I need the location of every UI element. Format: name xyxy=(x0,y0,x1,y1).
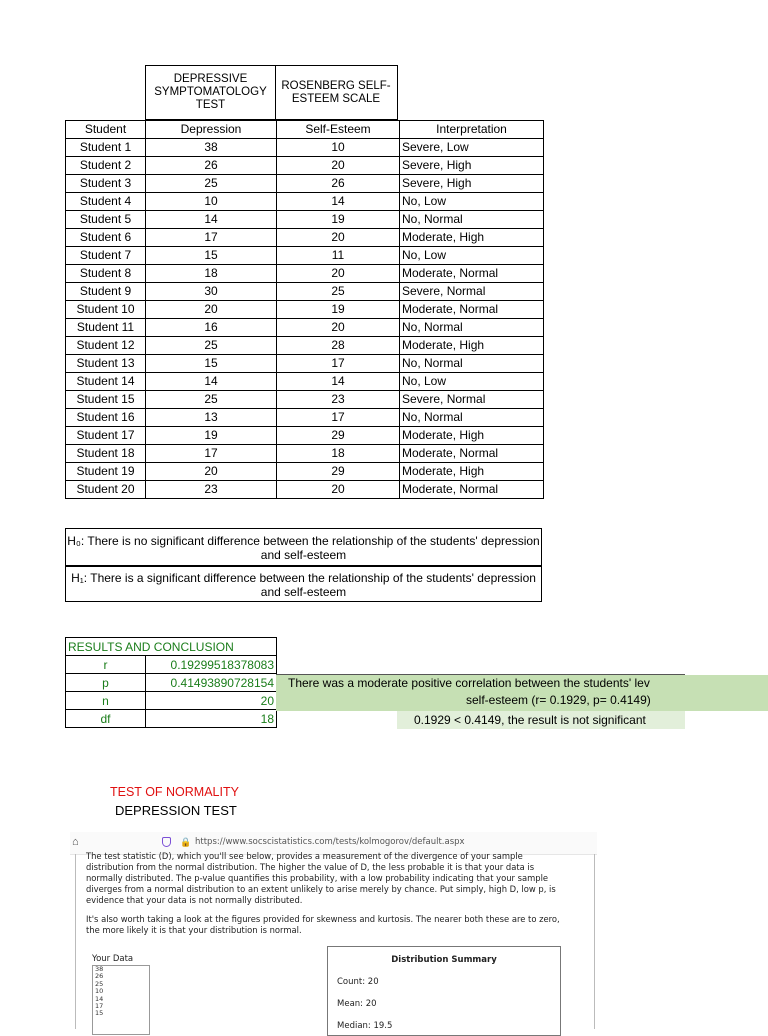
self-esteem-cell: 20 xyxy=(277,157,400,175)
table-row xyxy=(66,301,544,319)
interpretation-cell: Severe, High xyxy=(400,175,544,193)
interpretation-cell: Moderate, Normal xyxy=(400,265,544,283)
distribution-summary-title: Distribution Summary xyxy=(391,955,497,965)
student-scores-table xyxy=(65,120,544,499)
student-cell: Student 4 xyxy=(66,193,146,211)
your-data-value: 38 xyxy=(95,965,104,973)
student-cell: Student 8 xyxy=(66,265,146,283)
self-esteem-cell: 20 xyxy=(277,229,400,247)
skewness-paragraph: It's also worth taking a look at the figures provided for skewness and kurtosis. The nearer both these are to zero, the more likely it is that your distribution is normal. xyxy=(86,914,560,935)
table-row xyxy=(66,265,544,283)
interpretation-cell: No, Low xyxy=(400,373,544,391)
self-esteem-cell: 20 xyxy=(277,265,400,283)
interpretation-cell: No, Low xyxy=(400,193,544,211)
table-row xyxy=(66,319,544,337)
your-data-label: Your Data xyxy=(92,954,134,964)
student-cell: Student 3 xyxy=(66,175,146,193)
self-esteem-cell: 17 xyxy=(277,355,400,373)
self-esteem-cell: 14 xyxy=(277,373,400,391)
interpretation-cell: Severe, High xyxy=(400,157,544,175)
results-title-row xyxy=(66,638,277,656)
explanation-paragraph: distribution from the normal distribution. The higher the value of D, the less probable it is that your data is normally distributed. The p-value quantifies this probability, with a low probability indicating that your sample diverges from a normal distribution to an extent unlikely to arise merely by chance. Put simply, high D, low p, is evidence that your data is not normally distributed. xyxy=(86,862,556,905)
self-esteem-cell: 19 xyxy=(277,301,400,319)
conclusion-text xyxy=(276,675,768,711)
result-value: 0.41493890728154 xyxy=(146,674,277,692)
interpretation-cell: Severe, Normal xyxy=(400,283,544,301)
interpretation-cell: Severe, Low xyxy=(400,139,544,157)
conclusion-line-2: self-esteem (r= 0.1929, p= 0.4149) xyxy=(466,693,651,707)
student-cell: Student 11 xyxy=(66,319,146,337)
interpretation-cell: Moderate, High xyxy=(400,337,544,355)
student-cell: Student 6 xyxy=(66,229,146,247)
table-row xyxy=(66,193,544,211)
interpretation-cell: Severe, Normal xyxy=(400,391,544,409)
depression-cell: 15 xyxy=(146,355,277,373)
student-cell: Student 12 xyxy=(66,337,146,355)
table-row xyxy=(66,229,544,247)
self-esteem-cell: 20 xyxy=(277,319,400,337)
depression-cell: 19 xyxy=(146,427,277,445)
interpretation-cell: Moderate, High xyxy=(400,463,544,481)
interpretation-cell: Moderate, Normal xyxy=(400,481,544,499)
interpretation-cell: No, Low xyxy=(400,247,544,265)
results-row xyxy=(66,710,277,728)
shield-icon xyxy=(162,837,171,847)
depression-cell: 38 xyxy=(146,139,277,157)
results-table xyxy=(65,637,277,728)
table-row xyxy=(66,391,544,409)
your-data-value: 15 xyxy=(95,1009,104,1018)
depression-cell: 25 xyxy=(146,175,277,193)
table-header-row xyxy=(66,121,544,139)
results-row xyxy=(66,692,277,710)
result-label: r xyxy=(66,656,146,674)
column-header-depression: Depression xyxy=(146,121,277,139)
lock-icon: 🔒 xyxy=(180,837,192,847)
depression-cell: 20 xyxy=(146,301,277,319)
depression-cell: 25 xyxy=(146,391,277,409)
student-cell: Student 20 xyxy=(66,481,146,499)
self-esteem-cell: 26 xyxy=(277,175,400,193)
your-data-textarea[interactable] xyxy=(92,965,150,1035)
depression-cell: 20 xyxy=(146,463,277,481)
your-data-value: 25 xyxy=(95,979,104,988)
self-esteem-cell: 20 xyxy=(277,481,400,499)
result-value: 20 xyxy=(146,692,277,710)
self-esteem-scale-header: ROSENBERG SELF-ESTEEM SCALE xyxy=(275,65,398,120)
self-esteem-cell: 17 xyxy=(277,409,400,427)
interpretation-cell: Moderate, Normal xyxy=(400,445,544,463)
distribution-summary-box xyxy=(327,946,561,1036)
significance-text: 0.1929 < 0.4149, the result is not significant xyxy=(397,711,685,729)
table-row xyxy=(66,355,544,373)
table-row xyxy=(66,283,544,301)
result-value: 18 xyxy=(146,710,277,728)
depression-cell: 26 xyxy=(146,157,277,175)
student-cell: Student 17 xyxy=(66,427,146,445)
table-row xyxy=(66,409,544,427)
student-cell: Student 1 xyxy=(66,139,146,157)
column-header-student: Student xyxy=(66,121,146,139)
depression-cell: 30 xyxy=(146,283,277,301)
normality-title: TEST OF NORMALITY xyxy=(110,785,239,799)
result-label: df xyxy=(66,710,146,728)
self-esteem-cell: 10 xyxy=(277,139,400,157)
student-cell: Student 16 xyxy=(66,409,146,427)
table-row xyxy=(66,139,544,157)
url-text: https://www.socscistatistics.com/tests/kolmogorov/default.aspx xyxy=(195,837,465,847)
interpretation-cell: No, Normal xyxy=(400,319,544,337)
depression-cell: 14 xyxy=(146,211,277,229)
interpretation-cell: No, Normal xyxy=(400,355,544,373)
depression-cell: 23 xyxy=(146,481,277,499)
self-esteem-cell: 29 xyxy=(277,463,400,481)
your-data-value: 26 xyxy=(95,972,104,981)
self-esteem-cell: 23 xyxy=(277,391,400,409)
depression-cell: 16 xyxy=(146,319,277,337)
your-data-value: 10 xyxy=(95,987,104,996)
cut-off-line: The test statistic (D), which you'll see below, provides a measurement of the divergence of your sample xyxy=(86,851,523,861)
result-label: n xyxy=(66,692,146,710)
your-data-value: 17 xyxy=(95,1002,104,1011)
results-row xyxy=(66,674,277,692)
self-esteem-cell: 25 xyxy=(277,283,400,301)
normality-subtitle: DEPRESSION TEST xyxy=(115,803,237,818)
interpretation-cell: Moderate, High xyxy=(400,229,544,247)
embedded-screenshot xyxy=(70,832,597,1031)
interpretation-cell: Moderate, High xyxy=(400,427,544,445)
table-row xyxy=(66,445,544,463)
self-esteem-cell: 14 xyxy=(277,193,400,211)
table-row xyxy=(66,373,544,391)
student-cell: Student 5 xyxy=(66,211,146,229)
table-row xyxy=(66,337,544,355)
results-title: RESULTS AND CONCLUSION xyxy=(66,638,277,656)
self-esteem-cell: 11 xyxy=(277,247,400,265)
column-header-interpretation: Interpretation xyxy=(400,121,544,139)
student-cell: Student 7 xyxy=(66,247,146,265)
student-cell: Student 18 xyxy=(66,445,146,463)
depression-cell: 18 xyxy=(146,265,277,283)
table-row xyxy=(66,157,544,175)
depression-cell: 15 xyxy=(146,247,277,265)
alternative-hypothesis: H₁: There is a significant difference between the relationship of the students' depression and self-esteem xyxy=(65,566,542,602)
student-cell: Student 2 xyxy=(66,157,146,175)
depression-cell: 10 xyxy=(146,193,277,211)
self-esteem-cell: 19 xyxy=(277,211,400,229)
table-row xyxy=(66,481,544,499)
student-cell: Student 15 xyxy=(66,391,146,409)
result-value: 0.19299518378083 xyxy=(146,656,277,674)
depression-cell: 14 xyxy=(146,373,277,391)
results-row xyxy=(66,656,277,674)
self-esteem-cell: 28 xyxy=(277,337,400,355)
interpretation-cell: No, Normal xyxy=(400,211,544,229)
student-cell: Student 9 xyxy=(66,283,146,301)
depression-cell: 13 xyxy=(146,409,277,427)
your-data-value: 14 xyxy=(95,994,104,1003)
depression-cell: 17 xyxy=(146,229,277,247)
depression-cell: 25 xyxy=(146,337,277,355)
summary-median: Median: 19.5 xyxy=(337,1021,393,1031)
table-row xyxy=(66,463,544,481)
conclusion-line-1: There was a moderate positive correlation between the students' lev xyxy=(288,676,650,690)
student-cell: Student 13 xyxy=(66,355,146,373)
depression-cell: 17 xyxy=(146,445,277,463)
student-cell: Student 19 xyxy=(66,463,146,481)
table-row xyxy=(66,427,544,445)
home-icon: ⌂ xyxy=(72,836,79,848)
column-header-self-esteem: Self-Esteem xyxy=(277,121,400,139)
table-row xyxy=(66,211,544,229)
student-cell: Student 10 xyxy=(66,301,146,319)
result-label: p xyxy=(66,674,146,692)
null-hypothesis: H₀: There is no significant difference between the relationship of the students' depression and self-esteem xyxy=(65,528,542,566)
self-esteem-cell: 18 xyxy=(277,445,400,463)
self-esteem-cell: 29 xyxy=(277,427,400,445)
table-row xyxy=(66,175,544,193)
summary-count: Count: 20 xyxy=(337,977,379,987)
interpretation-cell: No, Normal xyxy=(400,409,544,427)
table-row xyxy=(66,247,544,265)
summary-mean: Mean: 20 xyxy=(337,999,377,1009)
student-cell: Student 14 xyxy=(66,373,146,391)
depression-test-header: DEPRESSIVE SYMPTOMATOLOGY TEST xyxy=(145,65,276,120)
interpretation-cell: Moderate, Normal xyxy=(400,301,544,319)
